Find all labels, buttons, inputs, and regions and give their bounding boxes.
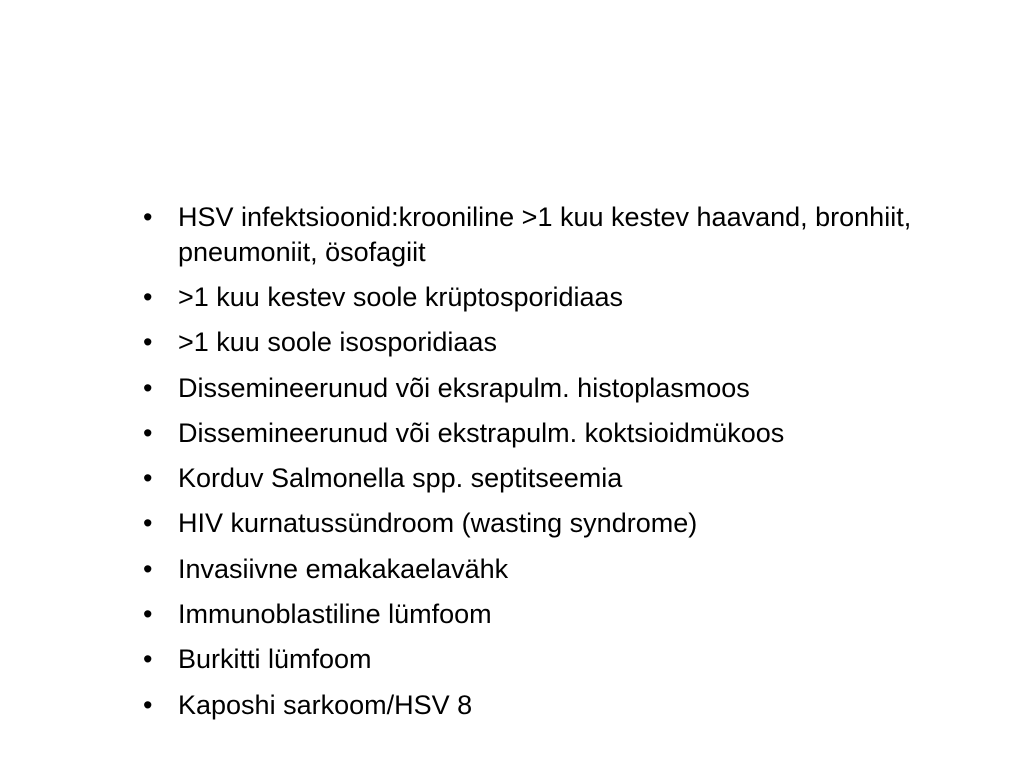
bullet-icon: • xyxy=(143,689,153,720)
list-item xyxy=(143,200,1003,270)
list-item xyxy=(143,506,1003,540)
bullet-icon: • xyxy=(143,644,153,675)
list-item xyxy=(143,552,1003,586)
list-item-text: Burkitti lümfoom xyxy=(178,644,372,675)
list-item xyxy=(143,597,1003,631)
bullet-icon: • xyxy=(143,417,153,448)
bullet-icon: • xyxy=(143,599,153,630)
bullet-icon: • xyxy=(143,202,153,232)
list-item-text: >1 kuu soole isosporidiaas xyxy=(178,327,497,358)
list-item-text: Dissemineerunud või eksrapulm. histoplasmoos xyxy=(178,372,750,403)
list-item xyxy=(143,461,1003,495)
list-item-text: Kaposhi sarkoom/HSV 8 xyxy=(178,689,473,720)
list-item xyxy=(143,371,1003,405)
bullet-icon: • xyxy=(143,553,153,584)
list-item xyxy=(143,642,1003,676)
bullet-icon: • xyxy=(143,463,153,494)
list-item xyxy=(143,280,1003,314)
list-item-text: Invasiivne emakakaelavähk xyxy=(178,553,509,584)
list-item-text: Korduv Salmonella spp. septitseemia xyxy=(178,463,623,494)
bullet-icon: • xyxy=(143,282,153,312)
list-item-text: HIV kurnatussündroom (wasting syndrome) xyxy=(178,508,698,539)
bullet-icon: • xyxy=(143,372,153,403)
list-item-text: >1 kuu kestev soole krüptosporidiaas xyxy=(178,282,624,312)
list-item xyxy=(143,688,1003,722)
list-item-text: HSV infektsioonid:krooniline >1 kuu kestev haavand, bronhiit, pneumoniit, ösofagiit xyxy=(178,202,912,267)
bullet-icon: • xyxy=(143,508,153,539)
list-item xyxy=(143,416,1003,450)
list-item xyxy=(143,325,1003,359)
list-item-text: Immunoblastiline lümfoom xyxy=(178,599,492,630)
bullet-list xyxy=(143,200,1003,733)
list-item-text: Dissemineerunud või ekstrapulm. koktsioidmükoos xyxy=(178,417,785,448)
bullet-icon: • xyxy=(143,327,153,358)
